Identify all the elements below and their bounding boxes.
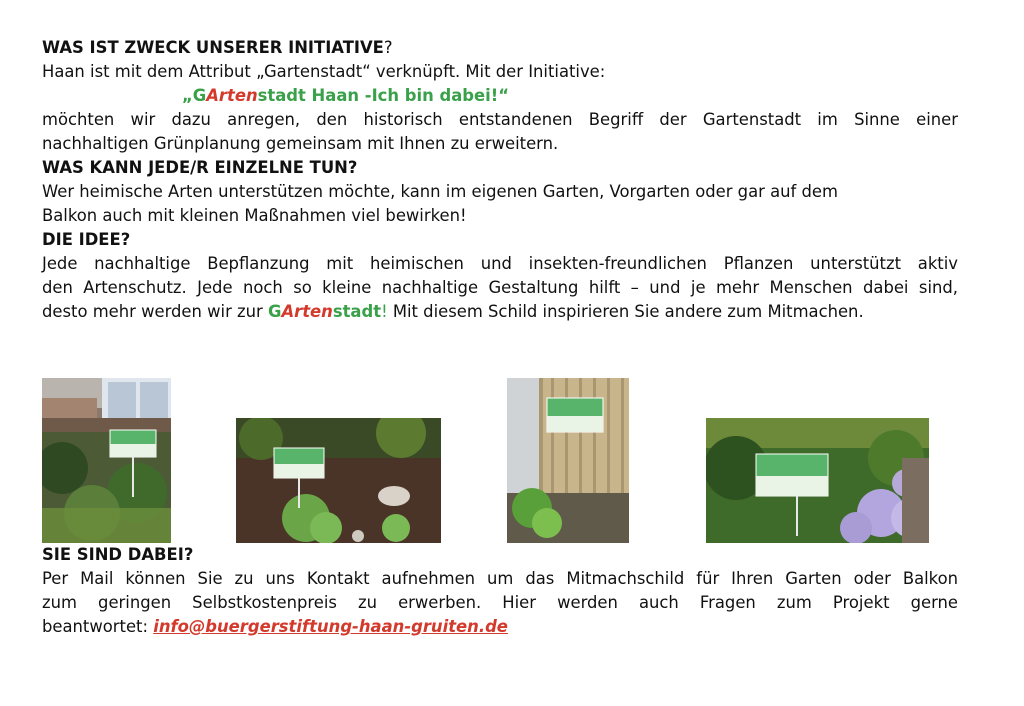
paragraph-line: Balkon auch mit kleinen Maßnahmen viel bewirken! bbox=[42, 206, 467, 225]
section-participate-heading: SIE SIND DABEI? bbox=[42, 545, 194, 564]
garden-photo-flower-bed bbox=[706, 418, 929, 543]
text-segment: beantwortet: bbox=[42, 617, 154, 636]
paragraph-line: zum geringen Selbstkostenpreis zu erwerben. Hier werden auch Fragen zum Projekt gerne bbox=[42, 593, 958, 612]
paragraph-line: den Artenschutz. Jede noch so kleine nachhaltige Gestaltung hilft – und je mehr Menschen dabei sind, bbox=[42, 278, 958, 297]
contact-section bbox=[42, 543, 958, 639]
section-initiative-heading bbox=[42, 36, 958, 60]
logo-g: G bbox=[267, 302, 282, 321]
heading-text: WAS IST ZWECK UNSERER INITIATIVE bbox=[42, 38, 384, 57]
garden-photo-balcony bbox=[42, 378, 171, 543]
paragraph-line bbox=[42, 615, 958, 639]
tagline-arten: Arten bbox=[206, 86, 258, 105]
tagline-open: „G bbox=[182, 86, 207, 105]
paragraph-line: Per Mail können Sie zu uns Kontakt aufnehmen um das Mitmachschild für Ihren Garten oder Balkon bbox=[42, 569, 958, 588]
tagline-rest: stadt Haan -Ich bin dabei!“ bbox=[257, 86, 509, 105]
section-idea-heading: DIE IDEE? bbox=[42, 230, 131, 249]
paragraph-line: Wer heimische Arten unterstützen möchte, kann im eigenen Garten, Vorgarten oder gar auf dem bbox=[42, 182, 838, 201]
paragraph-line: möchten wir dazu anregen, den historisch entstandenen Begriff der Gartenstadt im Sinne einer bbox=[42, 110, 958, 129]
garden-photo-mulch-bed bbox=[236, 418, 441, 543]
text-segment: Mit diesem Schild inspirieren Sie andere zum Mitmachen. bbox=[387, 302, 864, 321]
main-text bbox=[42, 36, 958, 324]
logo-arten: Arten bbox=[281, 302, 333, 321]
paragraph-line: nachhaltigen Grünplanung gemeinsam mit Ihnen zu erweitern. bbox=[42, 134, 559, 153]
text-segment: desto mehr werden wir zur bbox=[42, 302, 268, 321]
logo-exclamation: ! bbox=[381, 302, 388, 321]
logo-stadt: stadt bbox=[332, 302, 382, 321]
initiative-tagline bbox=[42, 84, 958, 108]
paragraph-line: Haan ist mit dem Attribut „Gartenstadt“ verknüpft. Mit der Initiative: bbox=[42, 62, 606, 81]
email-link[interactable]: info@buergerstiftung-haan-gruiten.de bbox=[153, 617, 508, 636]
section-individual-heading: WAS KANN JEDE/R EINZELNE TUN? bbox=[42, 158, 358, 177]
garden-photo-bamboo-fence bbox=[507, 378, 629, 543]
paragraph-line bbox=[42, 300, 958, 324]
heading-suffix: ? bbox=[383, 38, 393, 57]
paragraph-line: Jede nachhaltige Bepflanzung mit heimischen und insekten-freundlichen Pflanzen unterstützt aktiv bbox=[42, 254, 958, 273]
